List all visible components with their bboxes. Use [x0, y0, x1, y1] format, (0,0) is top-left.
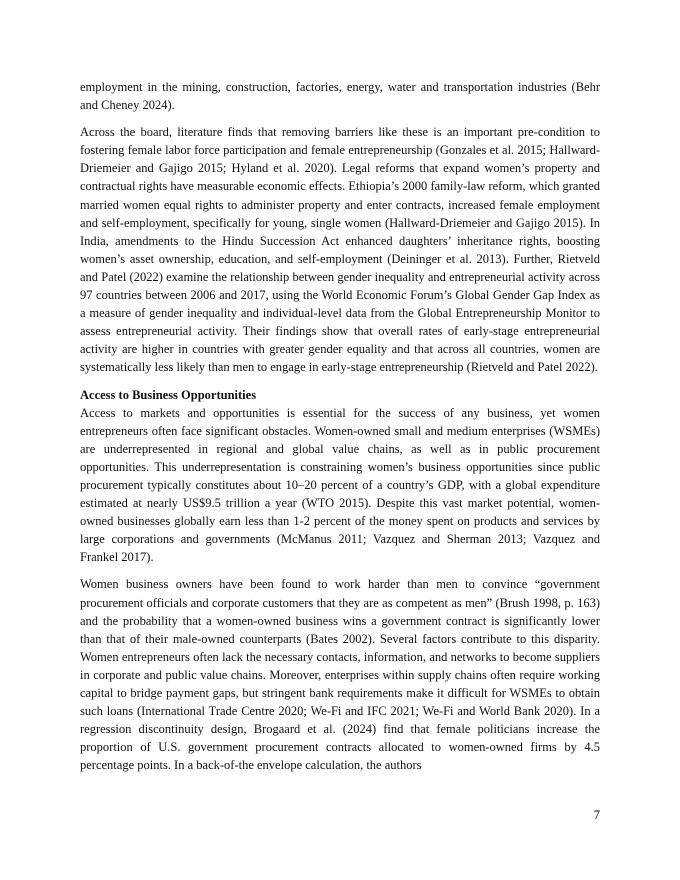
section-heading: Access to Business Opportunities — [80, 387, 257, 402]
paragraph-2: Across the board, literature finds that removing barriers like these is an important pre-condition to fostering female labor force participation and female entrepreneurship (Gonzales et al. 2015; Hallward-Driemeier and Gajigo 2015; Hyland et al. 2020). Legal reforms that expand women’s property and contractual rights have measurable economic effects. Ethiopia’s 2000 family-law reform, which granted married women equal rights to administer property and enter contracts, increased female employment and self-employment, specifically for young, single women (Hallward-Driemeier and Gajigo 2015). In India, amendments to the Hindu Succession Act enhanced daughters’ inheritance rights, boosting women’s asset ownership, education, and self-employment (Deininger et al. 2013). Further, Rietveld and Patel (2022) examine the relationship between gender inequality and entrepreneurial activity across 97 countries between 2006 and 2017, using the World Economic Forum’s Global Gender Gap Index as a measure of gender inequality and individual-level data from the Global Entrepreneurship Monitor to assess entrepreneurial activity. Their findings show that overall rates of early-stage entrepreneurial activity are higher in countries with greater gender equality and that across all countries, women are systematically less likely than men to engage in early-stage entrepreneurship (Rietveld and Patel 2022). — [80, 125, 600, 375]
paragraph-4: Women business owners have been found to work harder than men to convince “government procurement officials and corporate customers that they are as competent as men” (Brush 1998, p. 163) and the probability that a women-owned business wins a government contract is significantly lower than that of their male-owned counterparts (Bates 2002). Several factors contribute to this disparity. Women entrepreneurs often lack the necessary contacts, information, and networks to become suppliers in corporate and public value chains. Moreover, enterprises within supply chains often require working capital to bridge payment gaps, but stringent bank requirements make it difficult for WSMEs to obtain such loans (International Trade Centre 2020; We-Fi and IFC 2021; We-Fi and World Bank 2020). In a regression discontinuity design, Brogaard et al. (2024) find that female politicians increase the proportion of U.S. government procurement contracts allocated to women-owned firms by 4.5 percentage points. In a back-of-the envelope calculation, the authors — [80, 577, 600, 773]
section-access-business-opportunities — [80, 386, 600, 775]
paragraph-3: Access to markets and opportunities is essential for the success of any business, yet women entrepreneurs often face significant obstacles. Women-owned small and medium enterprises (WSMEs) are underrepresented in regional and global value chains, as well as in public procurement opportunities. This underrepresentation is constraining women’s business opportunities since public procurement typically constitutes about 10–20 percent of a country’s GDP, with a global expenditure estimated at nearly US$9.5 trillion a year (WTO 2015). Despite this vast market potential, women-owned businesses globally earn less than 1-2 percent of the money spent on products and services by large corporations and governments (McManus 2011; Vazquez and Sherman 2013; Vazquez and Frankel 2017). — [80, 405, 600, 565]
body-text — [80, 78, 600, 783]
paragraph-1: employment in the mining, construction, factories, energy, water and transportation industries (Behr and Cheney 2024). — [80, 80, 600, 113]
page-number: 7 — [593, 808, 600, 822]
